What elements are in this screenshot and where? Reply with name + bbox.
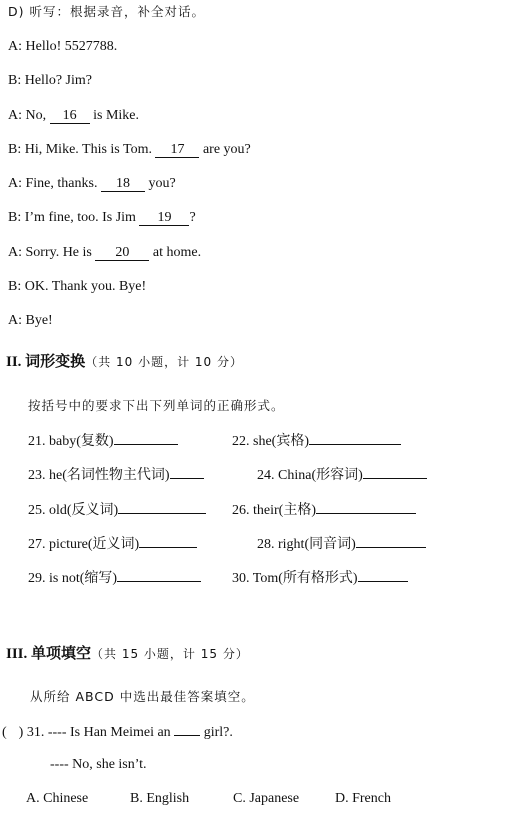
question-stem-end: girl?. xyxy=(200,725,233,740)
question-21 xyxy=(28,431,178,451)
option-a[interactable]: A. Chinese xyxy=(26,791,89,806)
dialogue-line-6 xyxy=(8,209,196,227)
question-label: 24. China(形容词) xyxy=(257,468,363,483)
blank-20[interactable]: 20 xyxy=(95,245,149,261)
dialogue-text: are you? xyxy=(199,142,251,157)
question-label: 22. she(宾格) xyxy=(232,434,309,449)
answer-blank[interactable] xyxy=(118,500,206,514)
question-label: 26. their(主格) xyxy=(232,503,316,518)
dialogue-text: at home. xyxy=(149,245,202,260)
answer-blank[interactable] xyxy=(316,500,416,514)
question-label: 30. Tom(所有格形式) xyxy=(232,571,358,586)
blank-17[interactable]: 17 xyxy=(155,142,199,158)
dialogue-line-2: B: Hello? Jim? xyxy=(8,73,92,88)
answer-paren-open: ( xyxy=(2,725,7,740)
dialogue-text: A: Sorry. He is xyxy=(8,245,96,260)
dialogue-text: B: Hi, Mike. This is Tom. xyxy=(8,142,156,157)
question-stem: 31. ---- Is Han Meimei an xyxy=(26,725,175,740)
section-2-instruction: 按括号中的要求下出下列单词的正确形式。 xyxy=(28,398,285,413)
answer-blank[interactable] xyxy=(170,465,204,479)
question-label: 28. right(同音词) xyxy=(257,537,356,552)
answer-blank[interactable] xyxy=(117,568,201,582)
dialogue-text: ? xyxy=(189,210,196,225)
answer-blank[interactable] xyxy=(358,568,408,582)
dialogue-line-1: A: Hello! 5527788. xyxy=(8,39,118,54)
option-d[interactable]: D. French xyxy=(335,791,391,806)
blank-16[interactable]: 16 xyxy=(50,108,90,124)
dialogue-line-5 xyxy=(8,175,176,193)
section-3-title: III. 单项填空 xyxy=(6,646,92,662)
answer-blank[interactable] xyxy=(114,431,178,445)
question-label: 23. he(名词性物主代词) xyxy=(28,468,170,483)
answer-paren-close: ) xyxy=(18,725,24,740)
dialogue-line-3 xyxy=(8,107,139,125)
option-c[interactable]: C. Japanese xyxy=(233,791,300,806)
answer-blank[interactable] xyxy=(309,431,401,445)
section-3-instruction: 从所给 ABCD 中选出最佳答案填空。 xyxy=(30,689,255,704)
dialogue-line-4 xyxy=(8,141,251,159)
dialogue-line-9: A: Bye! xyxy=(8,313,53,328)
dialogue-text: A: No, xyxy=(8,108,50,123)
question-23 xyxy=(28,465,204,485)
question-31-answer-line: ---- No, she isn’t. xyxy=(50,757,147,772)
answer-blank[interactable] xyxy=(356,534,426,548)
question-label: 21. baby(复数) xyxy=(28,434,114,449)
blank-18[interactable]: 18 xyxy=(101,176,145,192)
section-2-note: （共 10 小题，计 10 分） xyxy=(85,355,243,369)
question-25 xyxy=(28,500,206,520)
answer-blank[interactable] xyxy=(139,534,197,548)
question-22 xyxy=(232,431,401,451)
stem-blank[interactable] xyxy=(174,722,200,736)
dialogue-line-8: B: OK. Thank you. Bye! xyxy=(8,279,147,294)
dialogue-text: B: I’m fine, too. Is Jim xyxy=(8,210,140,225)
section-2-title: II. 词形变换 xyxy=(6,354,86,370)
question-26 xyxy=(232,500,416,520)
blank-19[interactable]: 19 xyxy=(139,210,189,226)
section-3-note: （共 15 小题，计 15 分） xyxy=(91,647,249,661)
section-3-heading xyxy=(6,645,249,663)
dialogue-text: is Mike. xyxy=(89,108,140,123)
question-27 xyxy=(28,534,197,554)
section-2-heading xyxy=(6,353,243,371)
question-30 xyxy=(232,568,408,588)
answer-blank[interactable] xyxy=(363,465,427,479)
question-label: 25. old(反义词) xyxy=(28,503,119,518)
dialogue-text: A: Fine, thanks. xyxy=(8,176,101,191)
question-24 xyxy=(257,465,427,485)
question-label: 29. is not(缩写) xyxy=(28,571,118,586)
question-28 xyxy=(257,534,426,554)
dialogue-line-7 xyxy=(8,244,201,262)
question-29 xyxy=(28,568,201,588)
part-d-heading: D) 听写：根据录音，补全对话。 xyxy=(8,4,205,19)
dialogue-text: you? xyxy=(144,176,176,191)
option-b[interactable]: B. English xyxy=(130,791,190,806)
question-31 xyxy=(2,722,233,742)
question-label: 27. picture(近义词) xyxy=(28,537,140,552)
